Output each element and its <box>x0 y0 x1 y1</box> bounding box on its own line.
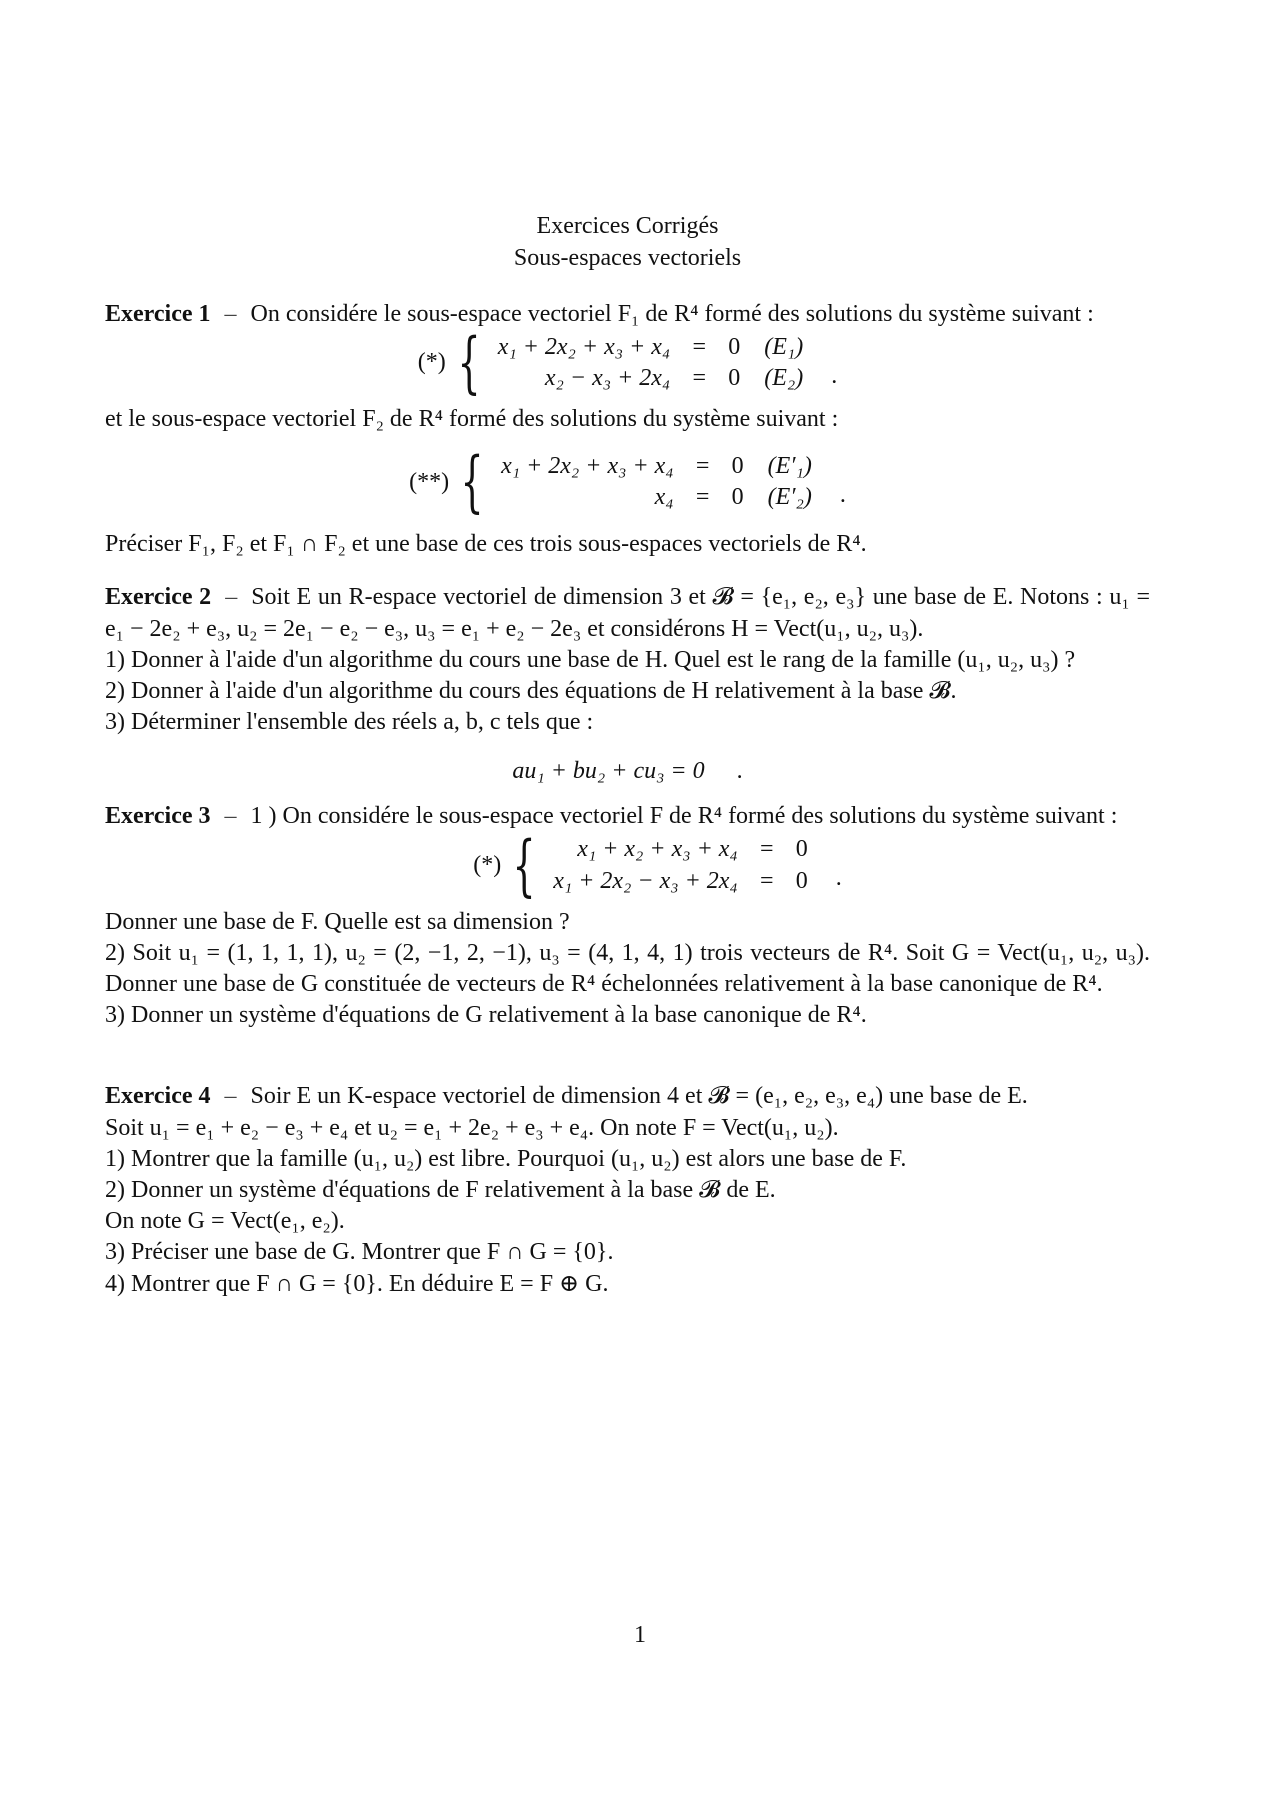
system-star-ex3 <box>165 826 1150 904</box>
equation-tag: (E′₂) <box>767 484 812 511</box>
exercise-2-question-1: 1) Donner à l'aide d'un algorithme du cours une base de H. Quel est le rang de la famille (u₁, u₂, u₃) ? <box>105 646 1076 673</box>
document-body <box>105 210 1150 1300</box>
exercise-2-display-equation <box>105 756 1150 787</box>
system-equations <box>492 332 810 394</box>
left-brace: { <box>457 323 481 401</box>
exercise-1-middle: et le sous-espace vectoriel F₂ de R⁴ formé des solutions du système suivant : <box>105 405 839 432</box>
equation-lhs: x₄ <box>654 484 674 511</box>
exercise-4-intro-text: Soir E un K-espace vectoriel de dimension 4 et 𝓑 = (e₁, e₂, e₃, e₄) une base de E. <box>250 1083 1028 1110</box>
equation-rhs: 0 <box>795 867 808 894</box>
exercise-3-question-2: 2) Soit u₁ = (1, 1, 1, 1), u₂ = (2, −1, 2, −1), u₃ = (4, 1, 4, 1) trois vecteurs de R⁴. Soit G = Vect(u₁, u₂, u₃). Donner une base de G constituée de vecteurs de R⁴ échelonnées relativement à la base canonique de R⁴. <box>105 939 1150 998</box>
heading-dash: – <box>224 803 237 830</box>
equation-row <box>492 332 810 363</box>
exercise-2-question-2: 2) Donner à l'aide d'un algorithme du cours des équations de H relativement à la base 𝓑. <box>105 677 957 704</box>
left-brace: { <box>512 826 536 904</box>
exercise-1-question: Préciser F₁, F₂ et F₁ ∩ F₂ et une base de ces trois sous-espaces vectoriels de R⁴. <box>105 531 867 558</box>
system-equations <box>547 834 814 896</box>
exercise-4-intro <box>105 1081 1150 1112</box>
exercise-4-line-1: Soit u₁ = e₁ + e₂ − e₃ + e₄ et u₂ = e₁ + 2e₂ + e₃ + e₄. On note F = Vect(u₁, u₂). <box>105 1114 839 1141</box>
exercise-3 <box>105 801 1150 1031</box>
equation-lhs: x₁ + 2x₂ + x₃ + x₄ <box>501 452 674 479</box>
exercise-3-heading: Exercice 3 <box>105 803 211 830</box>
system-label: (**) <box>409 468 450 495</box>
equation-rhs: 0 <box>795 836 808 863</box>
exercise-4-heading: Exercice 4 <box>105 1083 211 1110</box>
exercise-1-intro-text: On considére le sous-espace vectoriel F₁ de R⁴ formé des solutions du système suivant : <box>250 300 1094 327</box>
heading-dash: – <box>225 584 238 611</box>
exercise-3-intro <box>105 801 1150 832</box>
exercise-2-heading: Exercice 2 <box>105 584 212 611</box>
equation-row <box>547 834 814 865</box>
exercise-2-question-3: 3) Déterminer l'ensemble des réels a, b, c tels que : <box>105 709 594 736</box>
left-brace: { <box>460 443 484 521</box>
equals-sign: = <box>695 484 710 511</box>
equals-sign: = <box>695 452 710 479</box>
equation-tag: (E′₁) <box>767 452 812 479</box>
exercise-4-question-1: 1) Montrer que la famille (u₁, u₂) est libre. Pourquoi (u₁, u₂) est alors une base de F. <box>105 1145 907 1172</box>
system-equations <box>495 451 818 513</box>
system-star <box>105 323 1150 401</box>
equation-lhs: x₂ − x₃ + 2x₄ <box>544 364 671 391</box>
equation-rhs: 0 <box>728 333 741 360</box>
document-title <box>105 210 1150 275</box>
equation-lhs: x₁ + 2x₂ + x₃ + x₄ <box>497 333 671 360</box>
title-line-2: Sous-espaces vectoriels <box>513 245 742 272</box>
exercise-4-question-2: 2) Donner un système d'équations de F relativement à la base 𝓑 de E. <box>105 1176 776 1203</box>
heading-dash: – <box>224 1083 237 1110</box>
system-end-dot: . <box>831 362 838 389</box>
exercise-2 <box>105 582 1150 787</box>
page-number: 1 <box>634 1622 646 1648</box>
exercise-1-intro <box>105 299 1150 330</box>
system-label: (*) <box>473 852 502 879</box>
exercise-3-after: Donner une base de F. Quelle est sa dimension ? <box>105 908 570 935</box>
exercise-4-question-4: 4) Montrer que F ∩ G = {0}. En déduire E = F ⊕ G. <box>105 1270 609 1297</box>
equation-rhs: 0 <box>728 364 741 391</box>
equals-sign: = <box>692 364 707 391</box>
exercise-4 <box>105 1081 1150 1299</box>
equation-row <box>547 866 814 897</box>
exercise-1-heading: Exercice 1 <box>105 300 211 327</box>
title-line-1: Exercices Corrigés <box>536 213 719 239</box>
system-end-dot: . <box>835 865 842 892</box>
equals-sign: = <box>692 333 707 360</box>
exercise-1 <box>105 299 1150 561</box>
equals-sign: = <box>760 867 774 894</box>
exercise-3-intro-text: 1 ) On considére le sous-espace vectoriel F de R⁴ formé des solutions du système suivant : <box>250 803 1118 830</box>
heading-dash: – <box>224 300 237 327</box>
equation-row <box>495 482 818 513</box>
system-end-dot: . <box>839 481 846 508</box>
display-equation: au₁ + bu₂ + cu₃ = 0 <box>512 758 705 785</box>
display-end-dot: . <box>736 758 743 785</box>
equation-tag: (E₁) <box>764 333 804 360</box>
exercise-2-intro <box>105 582 1150 644</box>
exercise-2-intro-text: Soit E un R-espace vectoriel de dimension 3 et 𝓑 = {e₁, e₂, e₃} une base de E. Notons : u₁ = e₁ − 2e₂ + e₃, u₂ = 2e₁ − e₂ − e₃, u₃ = e₁ + e₂ − 2e₃ et considérons H = Vect(u₁, u₂, u₃). <box>105 584 1150 642</box>
system-double-star <box>105 443 1150 521</box>
exercise-4-line-2: On note G = Vect(e₁, e₂). <box>105 1208 345 1235</box>
equals-sign: = <box>760 836 774 863</box>
equation-tag: (E₂) <box>764 364 804 391</box>
equation-lhs: x₁ + x₂ + x₃ + x₄ <box>577 836 738 863</box>
equation-row <box>492 363 810 394</box>
equation-lhs: x₁ + 2x₂ − x₃ + 2x₄ <box>553 867 738 894</box>
exercise-4-question-3: 3) Préciser une base de G. Montrer que F ∩ G = {0}. <box>105 1239 614 1266</box>
system-label: (*) <box>417 349 446 376</box>
equation-rhs: 0 <box>731 484 744 511</box>
equation-row <box>495 451 818 482</box>
equation-rhs: 0 <box>731 452 744 479</box>
exercise-3-question-3: 3) Donner un système d'équations de G relativement à la base canonique de R⁴. <box>105 1002 867 1029</box>
